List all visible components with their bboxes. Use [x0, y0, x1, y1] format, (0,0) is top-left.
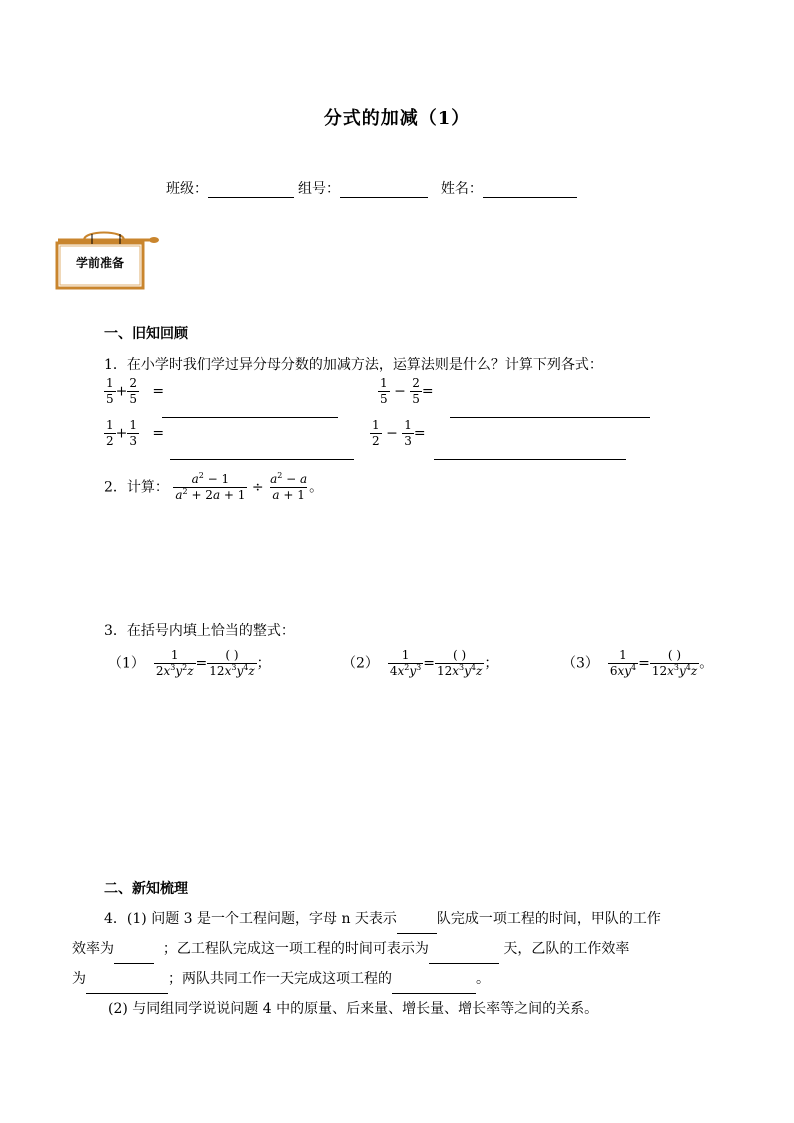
study-prep-badge: [54, 226, 162, 290]
section1-heading: 一、旧知回顾: [104, 326, 188, 342]
badge-label: 学前准备: [75, 256, 124, 270]
group-blank[interactable]: [340, 181, 428, 198]
q3-text: 3．在括号内填上恰当的整式：: [104, 623, 295, 639]
q1-answer-3[interactable]: [170, 458, 354, 460]
q4-blank-1[interactable]: [397, 918, 437, 934]
q3-item-2: （2） $\frac{1}{4x^2y^3}$ = $\frac{( )}{12x^3y^4z}$ ；: [342, 648, 499, 678]
q3-blank-1[interactable]: ( ): [225, 648, 239, 662]
q2-expression: 2．计算： $\frac{a^2 - 1}{a^2 + 2a + 1}$ ÷ $\frac{a^2 - a}{a + 1}$ 。: [104, 471, 324, 502]
group-label: 组号：: [298, 181, 340, 197]
q1-answer-1[interactable]: [162, 416, 338, 418]
q1-answer-4[interactable]: [434, 458, 626, 460]
q3-item-3: （3） $\frac{1}{6xy^4}$ = $\frac{( )}{12x^3y^4z}$ 。: [562, 648, 714, 678]
student-info-line: [166, 178, 581, 198]
q1-item-1: $\frac{1}{5}$ + $\frac{2}{5}$ =: [106, 376, 165, 406]
q3-blank-3[interactable]: ( ): [667, 648, 682, 662]
page-title: 分式的加减（1）: [323, 108, 471, 129]
q4-blank-2[interactable]: [114, 948, 154, 964]
class-blank[interactable]: [208, 181, 294, 198]
q1-text: 1．在小学时我们学过异分母分数的加减方法，运算法则是什么？计算下列各式：: [104, 357, 603, 373]
section2-heading: 二、新知梳理: [104, 881, 188, 897]
class-label: 班级：: [166, 181, 208, 197]
q4-part2: (2) 与同组同学说说问题 4 中的原量、后来量、增长量、增长率等之间的关系。: [108, 1001, 599, 1017]
q1-item-2: $\frac{1}{5}$ − $\frac{2}{5}$ =: [380, 376, 434, 406]
name-label: 姓名：: [440, 181, 483, 197]
q2-label: 2．计算：: [104, 479, 169, 496]
q4-blank-4[interactable]: [86, 978, 168, 994]
name-blank[interactable]: [483, 181, 577, 198]
q4-blank-3[interactable]: [429, 948, 499, 964]
q1-item-4: $\frac{1}{2}$ − $\frac{1}{3}$ =: [372, 418, 426, 448]
q4-blank-5[interactable]: [392, 978, 476, 994]
q3-item-1: （1） $\frac{1}{2x^3y^2z}$ = $\frac{( )}{12x^3y^4z}$ ；: [108, 648, 271, 678]
q1-item-3: $\frac{1}{2}$ + $\frac{1}{3}$ =: [106, 418, 165, 448]
q3-blank-2[interactable]: ( ): [453, 648, 467, 662]
q1-answer-2[interactable]: [450, 416, 650, 418]
q4-paragraph: 4．(1) 问题 3 是一个工程问题，字母 n 天表示 队完成一项工程的时间，甲队的工作 效率为 ；乙工程队完成这一项工程的时间可表示为 天，乙队的工作效率 为 ；两队共同工作一天完成这项工程的 。 (2) 与同组同学说说问题 4 中的原量、后来量、增长量、增长率等之间的关系。: [72, 904, 724, 1024]
